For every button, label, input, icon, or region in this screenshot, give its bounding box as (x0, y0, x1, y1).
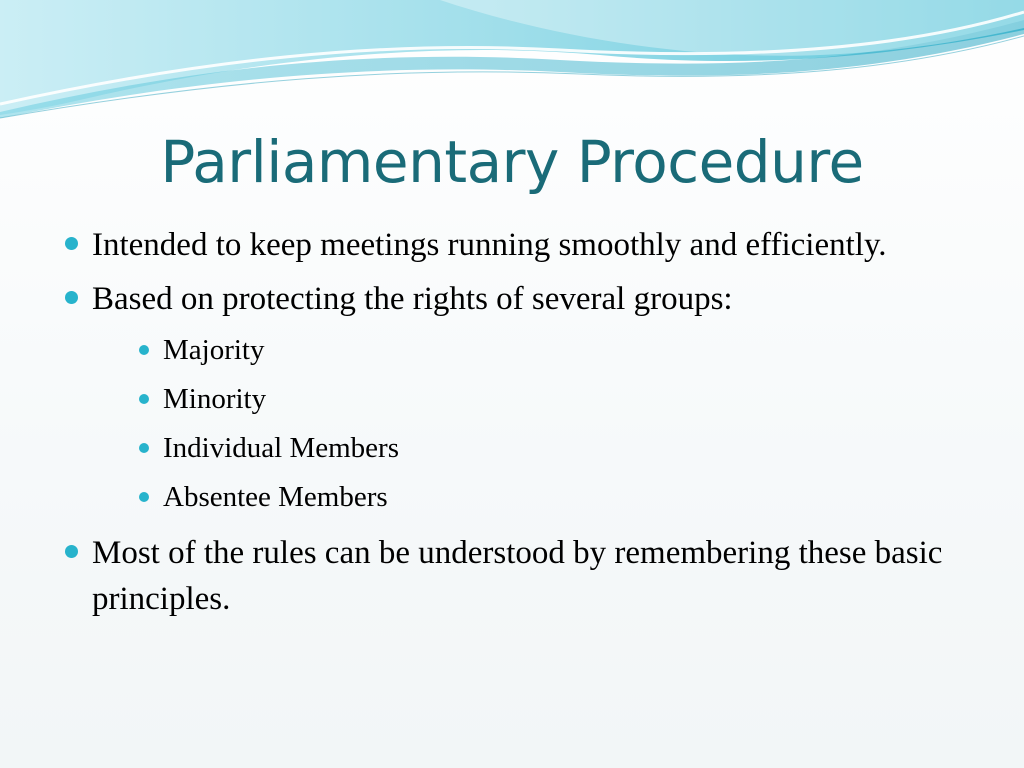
bullet-item (62, 530, 962, 622)
bullet-item (62, 222, 962, 268)
bullet-dot-icon (65, 237, 78, 250)
bullet-text: Most of the rules can be understood by remembering these basic principles. (92, 535, 943, 617)
decorative-wave-banner (0, 0, 1024, 140)
sub-bullet-text: Individual Members (163, 432, 399, 464)
sub-bullet-item (92, 473, 962, 522)
sub-bullet-text: Minority (163, 383, 267, 415)
bullet-dot-icon (65, 291, 78, 304)
bullet-list (62, 222, 962, 630)
sub-bullet-dot-icon (139, 345, 149, 355)
bullet-dot-icon (65, 545, 78, 558)
sub-bullet-list (92, 326, 962, 522)
bullet-text: Based on protecting the rights of several groups: (92, 281, 733, 317)
sub-bullet-dot-icon (139, 492, 149, 502)
bullet-item (62, 276, 962, 522)
bullet-text: Intended to keep meetings running smoothly and efficiently. (92, 227, 887, 263)
sub-bullet-text: Majority (163, 334, 265, 366)
sub-bullet-dot-icon (139, 443, 149, 453)
slide-title: Parliamentary Procedure (160, 128, 864, 196)
sub-bullet-item (92, 326, 962, 375)
sub-bullet-text: Absentee Members (163, 481, 388, 513)
sub-bullet-item (92, 424, 962, 473)
sub-bullet-dot-icon (139, 394, 149, 404)
sub-bullet-item (92, 375, 962, 424)
